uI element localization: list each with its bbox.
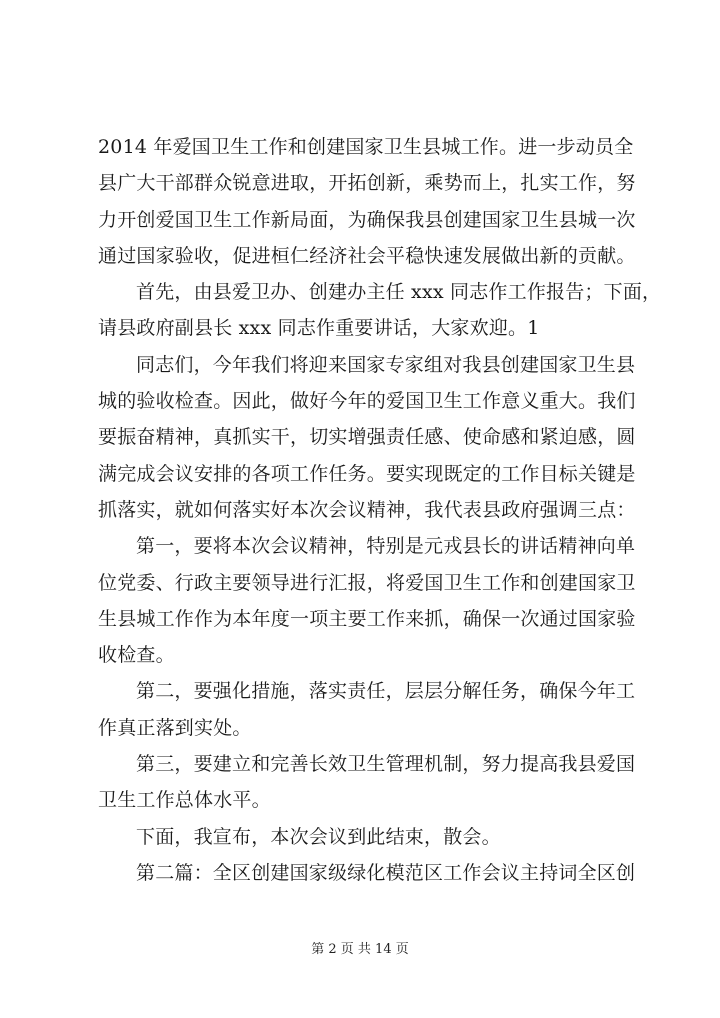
page-footer: 第 2 页 共 14 页 [311, 942, 409, 957]
text-line: 首先，由县爱卫办、创建办主任 xxx 同志作工作报告；下面， [136, 281, 662, 304]
text-line: 生县城工作作为本年度一项主要工作来抓，确保一次通过国家验 [98, 607, 636, 630]
text-line: 抓落实，就如何落实好本次会议精神，我代表县政府强调三点： [98, 498, 636, 521]
text-line: 第三，要建立和完善长效卫生管理机制，努力提高我县爱国 [136, 753, 636, 776]
text-line: 满完成会议安排的各项工作任务。要实现既定的工作目标关键是 [98, 462, 636, 485]
paragraph-2 [98, 274, 662, 347]
paragraph-8 [98, 855, 658, 891]
paragraph-3 [98, 347, 658, 528]
text-line: 县广大干部群众锐意进取，开拓创新，乘势而上，扎实工作，努 [98, 172, 636, 195]
paragraph-1 [98, 129, 658, 274]
text-line: 卫生工作总体水平。 [98, 789, 271, 812]
text-line: 第二，要强化措施，落实责任，层层分解任务，确保今年工 [136, 680, 636, 703]
text-line: 城的验收检查。因此，做好今年的爱国卫生工作意义重大。我们 [98, 390, 636, 413]
paragraph-6 [98, 746, 658, 819]
text-line: 要振奋精神，真抓实干，切实增强责任感、使命感和紧迫感，圆 [98, 426, 636, 449]
text-line: 收检查。 [98, 644, 175, 667]
text-line: 请县政府副县长 xxx 同志作重要讲话，大家欢迎。1 [98, 317, 540, 340]
text-line: 2014 年爱国卫生工作和创建国家卫生县城工作。进一步动员全 [98, 136, 634, 158]
text-line: 第二篇：全区创建国家级绿化模范区工作会议主持词全区创 [136, 861, 636, 884]
text-line: 作真正落到实处。 [98, 716, 252, 739]
text-line: 第一，要将本次会议精神，特别是元戎县长的讲话精神向单 [136, 535, 636, 558]
paragraph-5 [98, 673, 658, 746]
paragraph-7 [98, 819, 658, 855]
text-line: 力开创爱国卫生工作新局面，为确保我县创建国家卫生县城一次 [98, 208, 636, 231]
paragraph-4 [98, 528, 658, 673]
text-line: 通过国家验收，促进桓仁经济社会平稳快速发展做出新的贡献。 [98, 244, 636, 267]
text-line: 同志们，今年我们将迎来国家专家组对我县创建国家卫生县 [136, 353, 636, 376]
text-line: 位党委、行政主要领导进行汇报，将爱国卫生工作和创建国家卫 [98, 571, 636, 594]
body-text [98, 129, 662, 891]
text-line: 下面，我宣布，本次会议到此结束，散会。 [136, 825, 501, 848]
